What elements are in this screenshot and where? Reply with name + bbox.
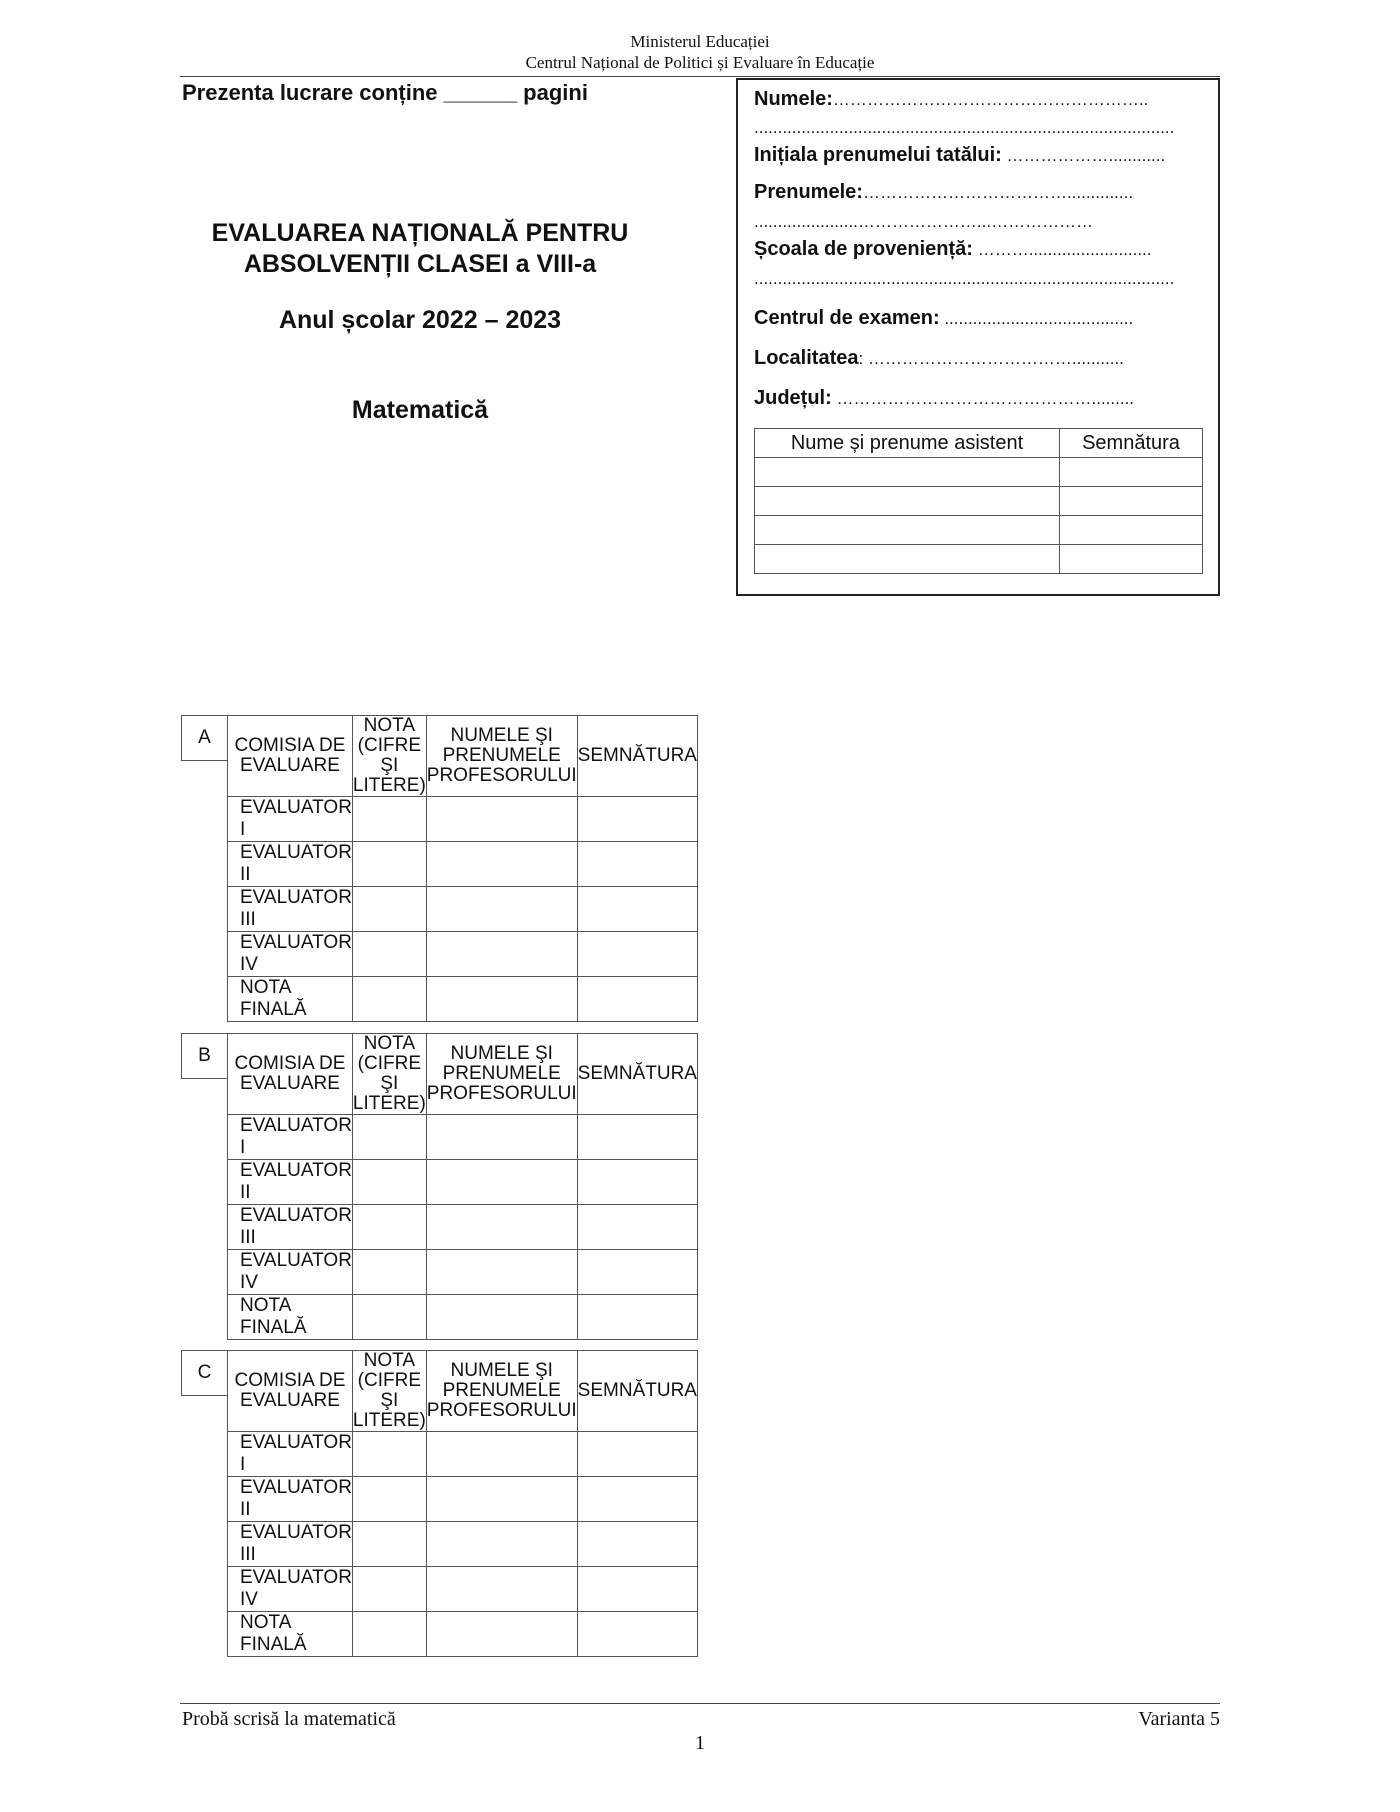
county-label: Județul: <box>754 387 832 409</box>
teacher-name-cell[interactable] <box>426 1295 577 1340</box>
grade-cell[interactable] <box>352 1522 426 1567</box>
signature-cell[interactable] <box>577 1115 697 1160</box>
signature-cell[interactable] <box>577 932 697 977</box>
name-dots: ……………………………………………….. <box>832 90 1149 109</box>
evaluator-label: EVALUATOR III <box>228 1522 353 1567</box>
assistant-table-header <box>755 429 1203 458</box>
teacher-name-cell[interactable] <box>426 1205 577 1250</box>
teacher-name-cell[interactable] <box>426 1612 577 1657</box>
exam-center-dots: ........................................ <box>939 309 1134 328</box>
school-field-line2[interactable] <box>754 267 1206 290</box>
grade-cell[interactable] <box>352 977 426 1022</box>
commission-header: COMISIA DE EVALUARE <box>228 716 353 797</box>
evaluator-row <box>228 1477 698 1522</box>
grade-header: NOTA (CIFRE ŞI LITERE) <box>352 1033 426 1114</box>
assistant-row <box>755 545 1203 574</box>
grade-cell[interactable] <box>352 1295 426 1340</box>
assistant-name-cell[interactable] <box>755 545 1060 574</box>
teacher-name-header: NUMELE ŞI PRENUMELE PROFESORULUI <box>426 1034 577 1115</box>
evaluation-grid <box>227 715 698 1022</box>
teacher-name-cell[interactable] <box>426 1250 577 1295</box>
exam-title-line2: ABSOLVENȚII CLASEI a VIII-a <box>243 250 597 278</box>
assistant-name-cell[interactable] <box>755 516 1060 545</box>
teacher-name-cell[interactable] <box>426 887 577 932</box>
evaluator-row <box>228 1115 698 1160</box>
assistant-signature-cell[interactable] <box>1060 545 1203 574</box>
footer-variant: Varianta 5 <box>1138 1708 1220 1730</box>
grade-cell[interactable] <box>352 1250 426 1295</box>
final-grade-label: NOTA FINALĂ <box>228 1295 353 1340</box>
signature-header: SEMNĂTURA <box>577 1034 697 1115</box>
center-name: Centrul Național de Politici și Evaluare în Educație <box>525 53 875 72</box>
final-grade-row <box>228 977 698 1022</box>
school-dots: ……….......................... <box>972 240 1152 259</box>
grade-cell[interactable] <box>352 1160 426 1205</box>
teacher-name-header: NUMELE ŞI PRENUMELE PROFESORULUI <box>426 1351 577 1432</box>
grade-cell[interactable] <box>352 797 426 842</box>
evaluator-row <box>228 797 698 842</box>
county-dots: ………………………………………......... <box>831 389 1135 408</box>
evaluator-row <box>228 1250 698 1295</box>
evaluator-row <box>228 1432 698 1477</box>
locality-label: Localitatea <box>754 347 859 369</box>
final-grade-row <box>228 1295 698 1340</box>
evaluation-header-row <box>228 716 698 797</box>
exam-center-label: Centrul de examen: <box>754 307 940 329</box>
assistant-row <box>755 487 1203 516</box>
pages-notice: Prezenta lucrare conține ______ pagini <box>182 80 588 105</box>
first-name-field[interactable] <box>754 181 1206 204</box>
page-number: 1 <box>695 1732 705 1754</box>
name-dots2: ......................................................................................... <box>754 118 1175 137</box>
signature-cell[interactable] <box>577 1295 697 1340</box>
evaluation-header-row <box>228 1034 698 1115</box>
teacher-name-header: NUMELE ŞI PRENUMELE PROFESORULUI <box>426 716 577 797</box>
evaluator-row <box>228 932 698 977</box>
county-field[interactable] <box>754 387 1206 410</box>
grade-cell[interactable] <box>352 1477 426 1522</box>
assistant-signature-cell[interactable] <box>1060 458 1203 487</box>
teacher-name-cell[interactable] <box>426 797 577 842</box>
teacher-name-cell[interactable] <box>426 1567 577 1612</box>
first-name-dots: ……………………………….............. <box>862 183 1134 202</box>
final-grade-label: NOTA FINALĂ <box>228 1612 353 1657</box>
school-label: Școala de proveniență: <box>754 238 973 260</box>
footer-exam-name: Probă scrisă la matematică <box>182 1708 396 1730</box>
first-name-field-line2[interactable] <box>754 210 1206 233</box>
teacher-name-cell[interactable] <box>426 932 577 977</box>
evaluation-letter: B <box>181 1033 227 1079</box>
final-grade-label: NOTA FINALĂ <box>228 977 353 1022</box>
grade-cell[interactable] <box>352 842 426 887</box>
evaluator-row <box>228 1160 698 1205</box>
grade-cell[interactable] <box>352 1432 426 1477</box>
assistant-signature-header: Semnătura <box>1060 429 1203 458</box>
school-year: Anul școlar 2022 – 2023 <box>278 306 562 334</box>
signature-cell[interactable] <box>577 1205 697 1250</box>
evaluation-header-row <box>228 1351 698 1432</box>
signature-cell[interactable] <box>577 1250 697 1295</box>
signature-cell[interactable] <box>577 887 697 932</box>
signature-cell[interactable] <box>577 842 697 887</box>
signature-header: SEMNĂTURA <box>577 1351 697 1432</box>
evaluator-label: EVALUATOR I <box>228 1115 353 1160</box>
teacher-name-cell[interactable] <box>426 977 577 1022</box>
grade-cell[interactable] <box>352 887 426 932</box>
teacher-name-cell[interactable] <box>426 1115 577 1160</box>
father-initial-dots: ………………............ <box>1001 146 1166 165</box>
signature-cell[interactable] <box>577 1477 697 1522</box>
signature-cell[interactable] <box>577 797 697 842</box>
signature-cell[interactable] <box>577 1522 697 1567</box>
evaluator-label: EVALUATOR I <box>228 797 353 842</box>
ministry-name: Ministerul Educației <box>630 32 770 51</box>
grade-header: NOTA (CIFRE ŞI LITERE) <box>352 715 426 796</box>
evaluation-grid <box>227 1350 698 1657</box>
evaluator-row <box>228 1205 698 1250</box>
teacher-name-cell[interactable] <box>426 1160 577 1205</box>
father-initial-field[interactable] <box>754 144 1206 167</box>
assistant-table <box>754 428 1203 574</box>
evaluator-label: EVALUATOR II <box>228 1477 353 1522</box>
signature-cell[interactable] <box>577 1160 697 1205</box>
school-field[interactable] <box>754 238 1206 261</box>
candidate-info-box <box>736 78 1220 596</box>
school-dots2: ......................................................................................... <box>754 269 1175 288</box>
grade-cell[interactable] <box>352 1205 426 1250</box>
signature-cell[interactable] <box>577 1612 697 1657</box>
evaluator-row <box>228 842 698 887</box>
exam-title <box>160 218 680 280</box>
locality-dots: : ………………………………........... <box>858 349 1124 368</box>
name-field-line2[interactable] <box>754 116 1206 139</box>
footer-rule <box>180 1703 1220 1704</box>
evaluator-row <box>228 887 698 932</box>
name-label: Numele: <box>754 88 833 110</box>
signature-cell[interactable] <box>577 1432 697 1477</box>
teacher-name-cell[interactable] <box>426 842 577 887</box>
signature-header: SEMNĂTURA <box>577 716 697 797</box>
grade-cell[interactable] <box>352 1115 426 1160</box>
evaluator-row <box>228 1567 698 1612</box>
evaluator-label: EVALUATOR IV <box>228 1567 353 1612</box>
assistant-signature-cell[interactable] <box>1060 487 1203 516</box>
assistant-name-cell[interactable] <box>755 487 1060 516</box>
exam-title-line1: EVALUAREA NAȚIONALĂ PENTRU <box>211 219 629 247</box>
assistant-row <box>755 458 1203 487</box>
first-name-label: Prenumele: <box>754 181 863 203</box>
exam-center-field[interactable] <box>754 307 1206 330</box>
evaluator-label: EVALUATOR III <box>228 1205 353 1250</box>
teacher-name-cell[interactable] <box>426 1477 577 1522</box>
assistant-signature-cell[interactable] <box>1060 516 1203 545</box>
grade-cell[interactable] <box>352 1612 426 1657</box>
evaluator-label: EVALUATOR II <box>228 1160 353 1205</box>
assistant-name-cell[interactable] <box>755 458 1060 487</box>
evaluator-label: EVALUATOR I <box>228 1432 353 1477</box>
evaluation-letter: C <box>181 1350 227 1396</box>
evaluator-row <box>228 1522 698 1567</box>
evaluator-label: EVALUATOR II <box>228 842 353 887</box>
commission-header: COMISIA DE EVALUARE <box>228 1351 353 1432</box>
evaluator-label: EVALUATOR III <box>228 887 353 932</box>
evaluation-letter: A <box>181 715 227 761</box>
final-grade-row <box>228 1612 698 1657</box>
assistant-row <box>755 516 1203 545</box>
name-field[interactable] <box>754 88 1206 111</box>
first-name-dots2: ......................…………………...……………… <box>754 212 1094 231</box>
assistant-name-header: Nume și prenume asistent <box>755 429 1060 458</box>
signature-cell[interactable] <box>577 1567 697 1612</box>
teacher-name-cell[interactable] <box>426 1522 577 1567</box>
subject: Matematică <box>351 396 489 424</box>
teacher-name-cell[interactable] <box>426 1432 577 1477</box>
grade-header: NOTA (CIFRE ŞI LITERE) <box>352 1350 426 1431</box>
grade-cell[interactable] <box>352 1567 426 1612</box>
commission-header: COMISIA DE EVALUARE <box>228 1034 353 1115</box>
locality-field[interactable] <box>754 347 1206 370</box>
grade-cell[interactable] <box>352 932 426 977</box>
father-initial-label: Inițiala prenumelui tatălui: <box>754 144 1002 166</box>
evaluation-grid <box>227 1033 698 1340</box>
evaluator-label: EVALUATOR IV <box>228 1250 353 1295</box>
signature-cell[interactable] <box>577 977 697 1022</box>
header-rule <box>180 76 1220 77</box>
evaluator-label: EVALUATOR IV <box>228 932 353 977</box>
